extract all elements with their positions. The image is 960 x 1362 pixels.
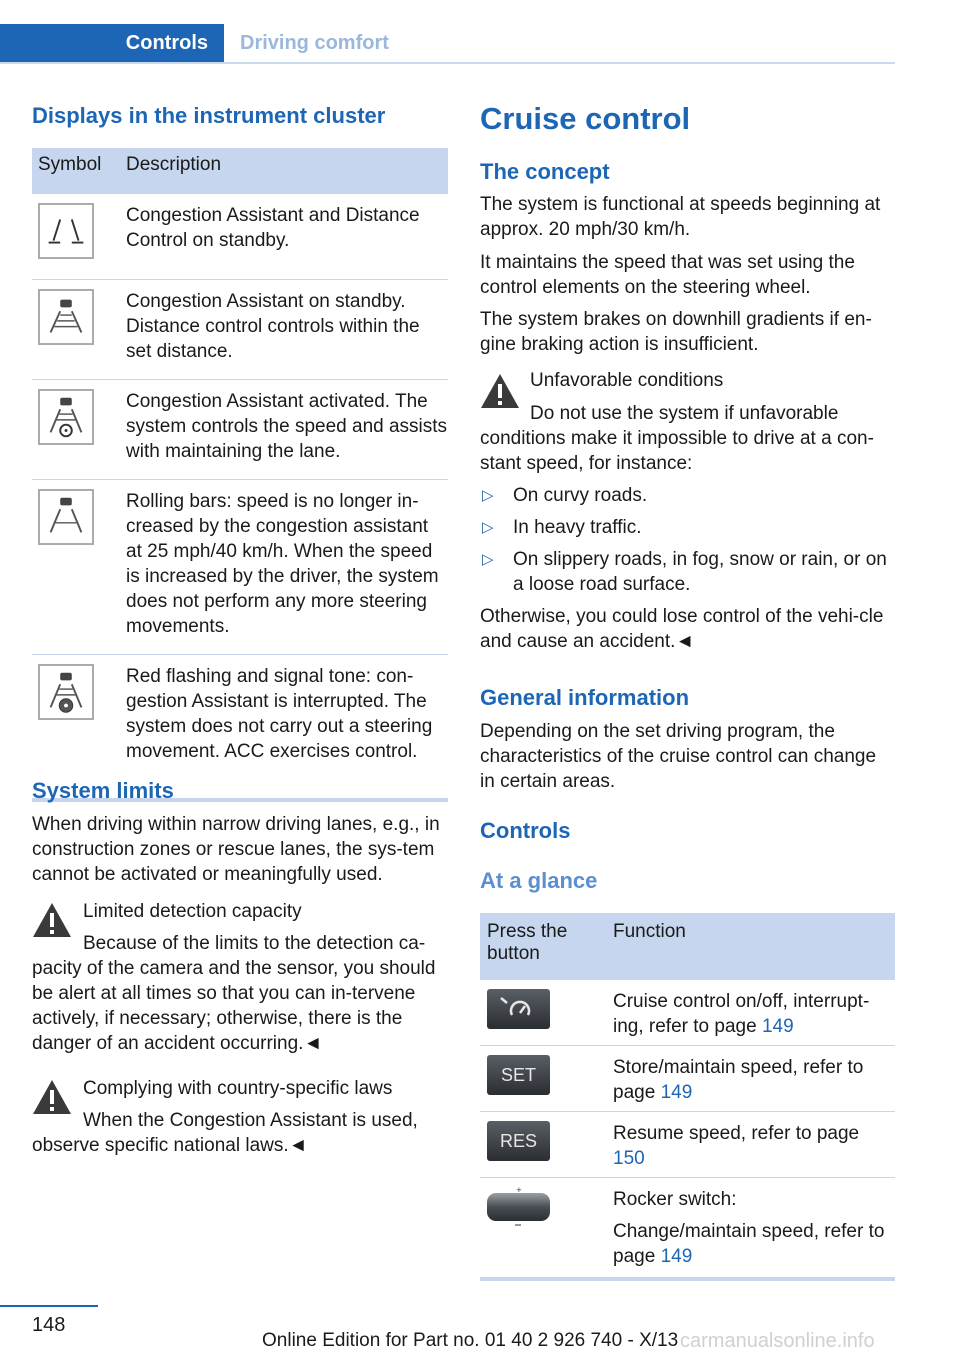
list-item: ▷ In heavy traffic. [482, 517, 642, 538]
table-row [480, 980, 895, 1046]
watermark: carmanualsonline.info [680, 1330, 875, 1352]
page-link[interactable]: 150 [613, 1148, 645, 1169]
header-tab-controls[interactable]: Controls [0, 24, 224, 62]
svg-text:+: + [516, 1187, 522, 1194]
concept-heading: The concept [480, 159, 610, 184]
page-link[interactable]: 149 [660, 1246, 693, 1267]
buttons-table [480, 913, 895, 1281]
lane-markings-standby-icon [38, 203, 94, 259]
system-limits-text: When driving within narrow driving lanes, e.g., in construction zones or rescue lanes, the sys-tem cannot be activated or meaningfully used. [32, 814, 440, 885]
header-tab-driving-comfort[interactable]: Driving comfort [240, 32, 389, 54]
general-information-text: Depending on the set driving program, the characteristics of the cruise control can change in certain areas. [480, 721, 877, 792]
edition-text: Online Edition for Part no. 01 40 2 926 740 - X/13 [262, 1330, 679, 1351]
row-function: Store/maintain speed, refer to page 149 [607, 1046, 895, 1112]
col-function: Function [607, 913, 895, 980]
table-row [480, 1046, 895, 1112]
col-symbol: Symbol [32, 148, 120, 194]
displays-table [32, 148, 448, 802]
car-lane-rolling-bars-icon [38, 489, 94, 545]
row-description: Red flashing and signal tone: con-gestion Assistant is interrupted. The system does not carry out a steering movement. ACC exercises control. [120, 655, 448, 801]
conditions-list [480, 483, 896, 597]
page-header [0, 24, 895, 64]
table-row [32, 194, 448, 280]
row-description: Congestion Assistant and Distance Control on standby. [120, 194, 448, 280]
res-button-icon: RES [487, 1121, 550, 1161]
car-lane-steering-active-icon [38, 389, 94, 445]
warning1-title: Limited detection capacity [83, 901, 302, 922]
rocker-switch-icon [487, 1187, 550, 1227]
table-row [32, 480, 448, 655]
otherwise-text: Otherwise, you could lose control of the vehi-cle and cause an accident.◄ [480, 606, 884, 652]
set-button-icon: SET [487, 1055, 550, 1095]
cruise-control-heading: Cruise control [480, 101, 691, 136]
warning-title: Unfavorable conditions [530, 370, 724, 391]
bullet-triangle-icon: ▷ [482, 519, 494, 536]
table-row [32, 380, 448, 480]
page-number: 148 [32, 1314, 66, 1336]
col-press-button: Press the button [480, 913, 607, 980]
system-limits-heading: System limits [32, 778, 174, 803]
warning-text: Do not use the system if unfavorable conditions make it impossible to drive at a con-stant speed, for instance: [480, 403, 874, 474]
row-function: Cruise control on/off, interrupt-ing, refer to page 149 [607, 980, 895, 1046]
list-item: ▷ On slippery roads, in fog, snow or rain, or on a loose road surface. [482, 549, 887, 595]
bullet-triangle-icon: ▷ [482, 551, 494, 568]
table-row [32, 280, 448, 380]
displays-heading: Displays in the instrument cluster [32, 103, 386, 128]
row-description: Congestion Assistant activated. The system controls the speed and assists with maintaining the lane. [120, 380, 448, 480]
at-a-glance-heading: At a glance [480, 868, 598, 893]
cruise-control-icon [487, 989, 550, 1029]
page-link[interactable]: 149 [761, 1016, 794, 1037]
table-row [480, 1112, 895, 1178]
row-function: Resume speed, refer to page 150 [607, 1112, 895, 1178]
car-lane-interrupted-icon [38, 664, 94, 720]
row-description: Congestion Assistant on standby. Distance control controls within the set distance. [120, 280, 448, 380]
col-description: Description [120, 148, 448, 194]
car-lane-standby-icon [38, 289, 94, 345]
page-link[interactable]: 149 [660, 1082, 693, 1103]
general-information-heading: General information [480, 685, 690, 710]
list-item: ▷ On curvy roads. [482, 485, 648, 506]
warning2-title: Complying with country-specific laws [83, 1078, 393, 1099]
concept-p3: The system brakes on downhill gradients if en-gine braking action is insufficient. [480, 309, 872, 355]
row-function: Rocker switch: Change/maintain speed, refer to page 149 [607, 1178, 895, 1280]
warning2-text: When the Congestion Assistant is used, observe specific national laws.◄ [32, 1110, 418, 1156]
table-row [480, 1178, 895, 1280]
footer-rule [0, 1305, 98, 1307]
concept-p2: It maintains the speed that was set using the control elements on the steering wheel. [480, 252, 855, 298]
bullet-triangle-icon: ▷ [482, 487, 494, 504]
warning1-text: Because of the limits to the detection ca-pacity of the camera and the sensor, you should be alert at all times so that you can in-tervene actively, if necessary; otherwise, there is the danger of an accident occurring.◄ [32, 933, 436, 1054]
concept-p1: The system is functional at speeds beginning at approx. 20 mph/30 km/h. [480, 194, 881, 240]
row-description: Rolling bars: speed is no longer in-creased by the congestion assistant at 25 mph/40 km/h. When the speed is increased by the driver, the system does not perform any more steering movements. [120, 480, 448, 655]
controls-heading: Controls [480, 818, 571, 843]
